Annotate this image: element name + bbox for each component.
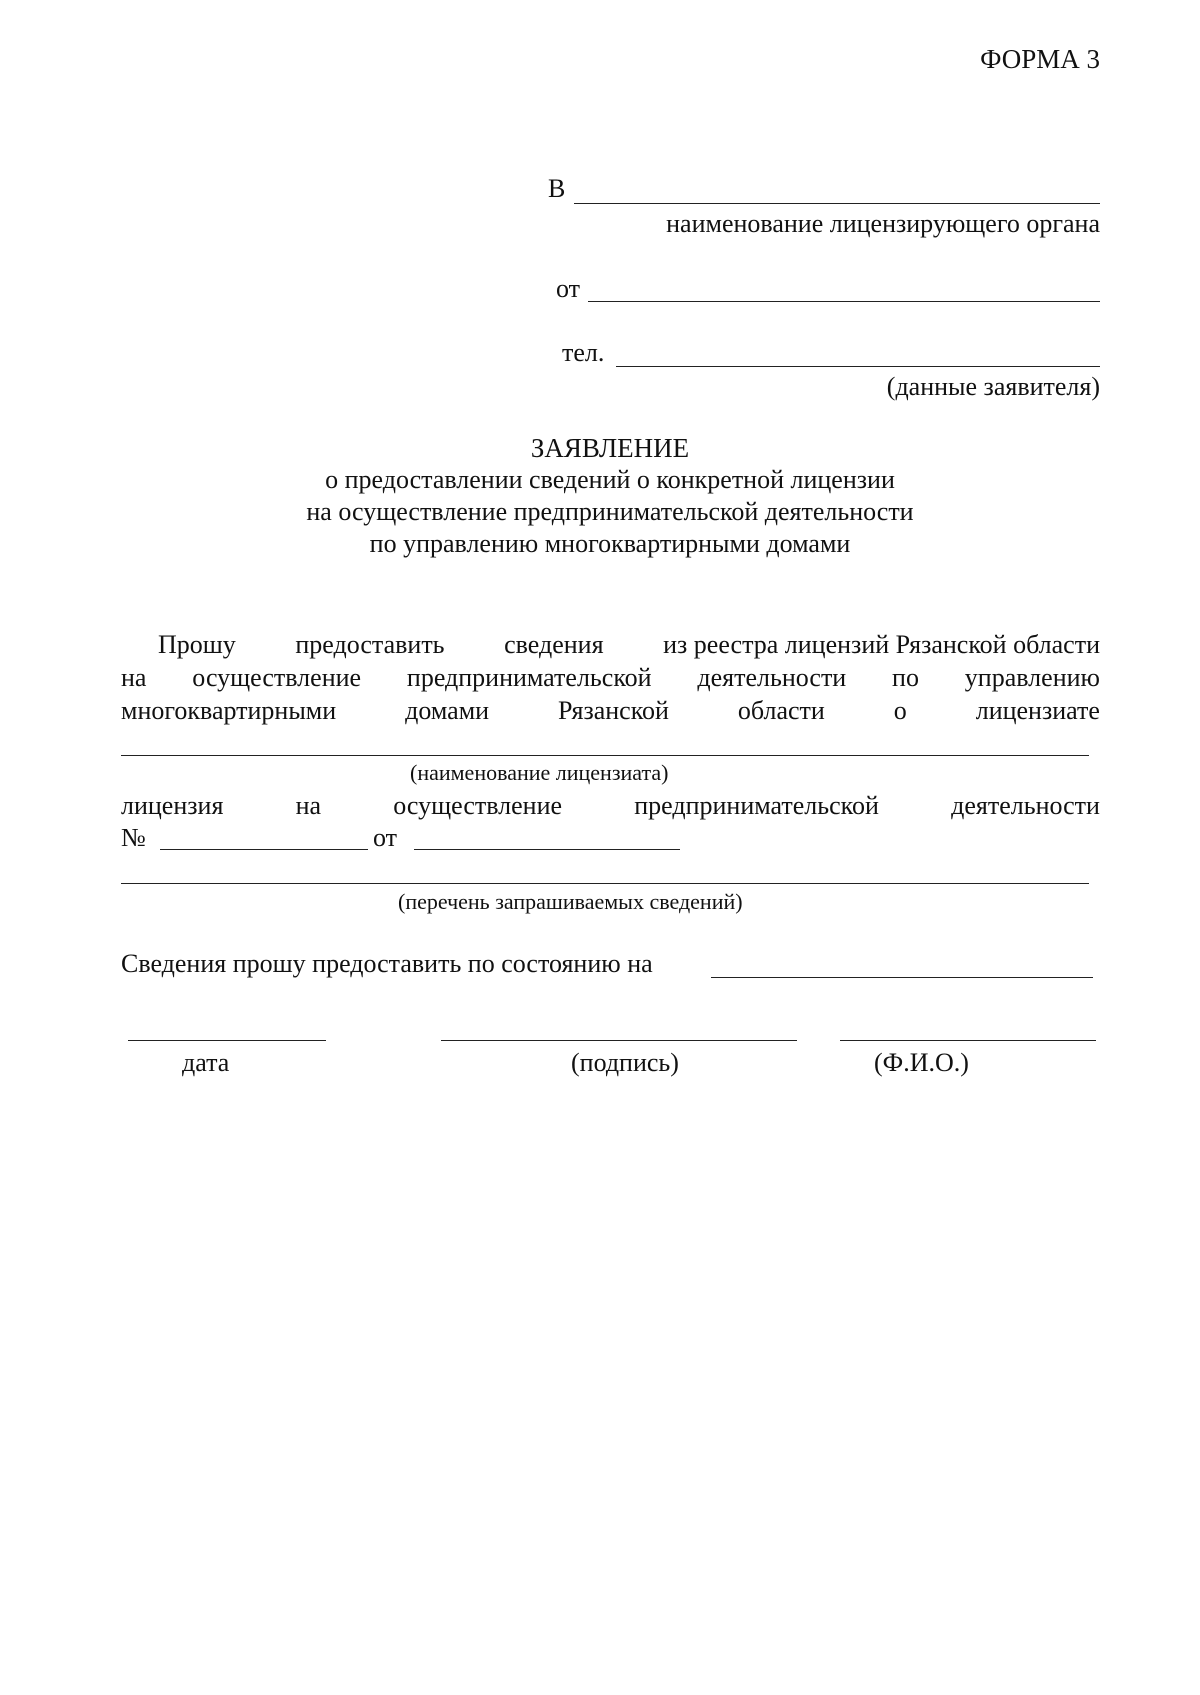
from-field-line[interactable] <box>588 301 1100 302</box>
body-row-4 <box>121 791 1100 821</box>
signature-name-line[interactable] <box>840 1040 1096 1041</box>
body-row-4-word: осуществление <box>393 791 563 820</box>
body-row-3-word: домами <box>405 696 490 725</box>
body-row-2-word: деятельности <box>697 663 847 692</box>
as-of-text: Сведения прошу предоставить по состоянию на <box>121 949 653 978</box>
body-row-3-word: лицензиате <box>975 696 1100 725</box>
document-title <box>200 432 1020 560</box>
license-number-line[interactable] <box>160 849 368 850</box>
phone-prefix: тел. <box>562 338 605 367</box>
title-line-1: о предоставлении сведений о конкретной лицензии <box>325 465 895 494</box>
body-row-1-word: предоставить <box>295 630 445 659</box>
body-row-3 <box>121 696 1100 726</box>
title-main: ЗАЯВЛЕНИЕ <box>530 433 690 463</box>
requested-info-line[interactable] <box>121 883 1089 884</box>
from-prefix: от <box>556 274 581 303</box>
applicant-caption: (данные заявителя) <box>886 372 1100 401</box>
requested-caption: (перечень запрашиваемых сведений) <box>398 889 743 914</box>
phone-field-line[interactable] <box>616 366 1100 367</box>
signature-sign-caption: (подпись) <box>571 1048 679 1077</box>
title-line-3: по управлению многоквартирными домами <box>369 529 851 558</box>
body-row-2 <box>121 663 1100 693</box>
body-row-2-word: на <box>121 663 147 692</box>
signature-line[interactable] <box>441 1040 797 1041</box>
to-field-line[interactable] <box>574 203 1100 204</box>
body-row-1-word: сведения <box>504 630 604 659</box>
licensee-caption: (наименование лицензиата) <box>410 760 669 785</box>
title-line-2: на осуществление предпринимательской деятельности <box>306 497 914 526</box>
form-label: ФОРМА 3 <box>980 44 1100 74</box>
license-date-line[interactable] <box>414 849 680 850</box>
signature-date-caption: дата <box>182 1048 230 1077</box>
body-row-2-word: предпринимательской <box>406 663 652 692</box>
as-of-date-line[interactable] <box>711 977 1093 978</box>
to-caption: наименование лицензирующего органа <box>666 209 1100 238</box>
body-row-3-word: многоквартирными <box>121 696 337 725</box>
body-row-3-word: области <box>737 696 825 725</box>
signature-name-caption: (Ф.И.О.) <box>874 1048 969 1077</box>
body-row-4-word: лицензия <box>121 791 224 820</box>
licensee-field-line[interactable] <box>121 755 1089 756</box>
body-row-2-word: управлению <box>964 663 1100 692</box>
license-date-prefix: от <box>373 823 398 852</box>
signature-date-line[interactable] <box>128 1040 326 1041</box>
body-row-4-word: предпринимательской <box>634 791 879 820</box>
body-row-4-word: деятельности <box>951 791 1100 820</box>
to-prefix: В <box>548 174 566 203</box>
body-row-3-word: Рязанской <box>558 696 669 725</box>
body-row-1 <box>158 630 1100 660</box>
body-row-2-word: осуществление <box>192 663 362 692</box>
body-row-1-word: из реестра лицензий Рязанской области <box>663 630 1100 659</box>
body-row-1-word: Прошу <box>158 630 236 659</box>
body-row-3-word: о <box>893 696 907 725</box>
number-prefix: № <box>121 823 146 852</box>
body-row-2-word: по <box>892 663 919 692</box>
body-row-4-word: на <box>295 791 322 820</box>
